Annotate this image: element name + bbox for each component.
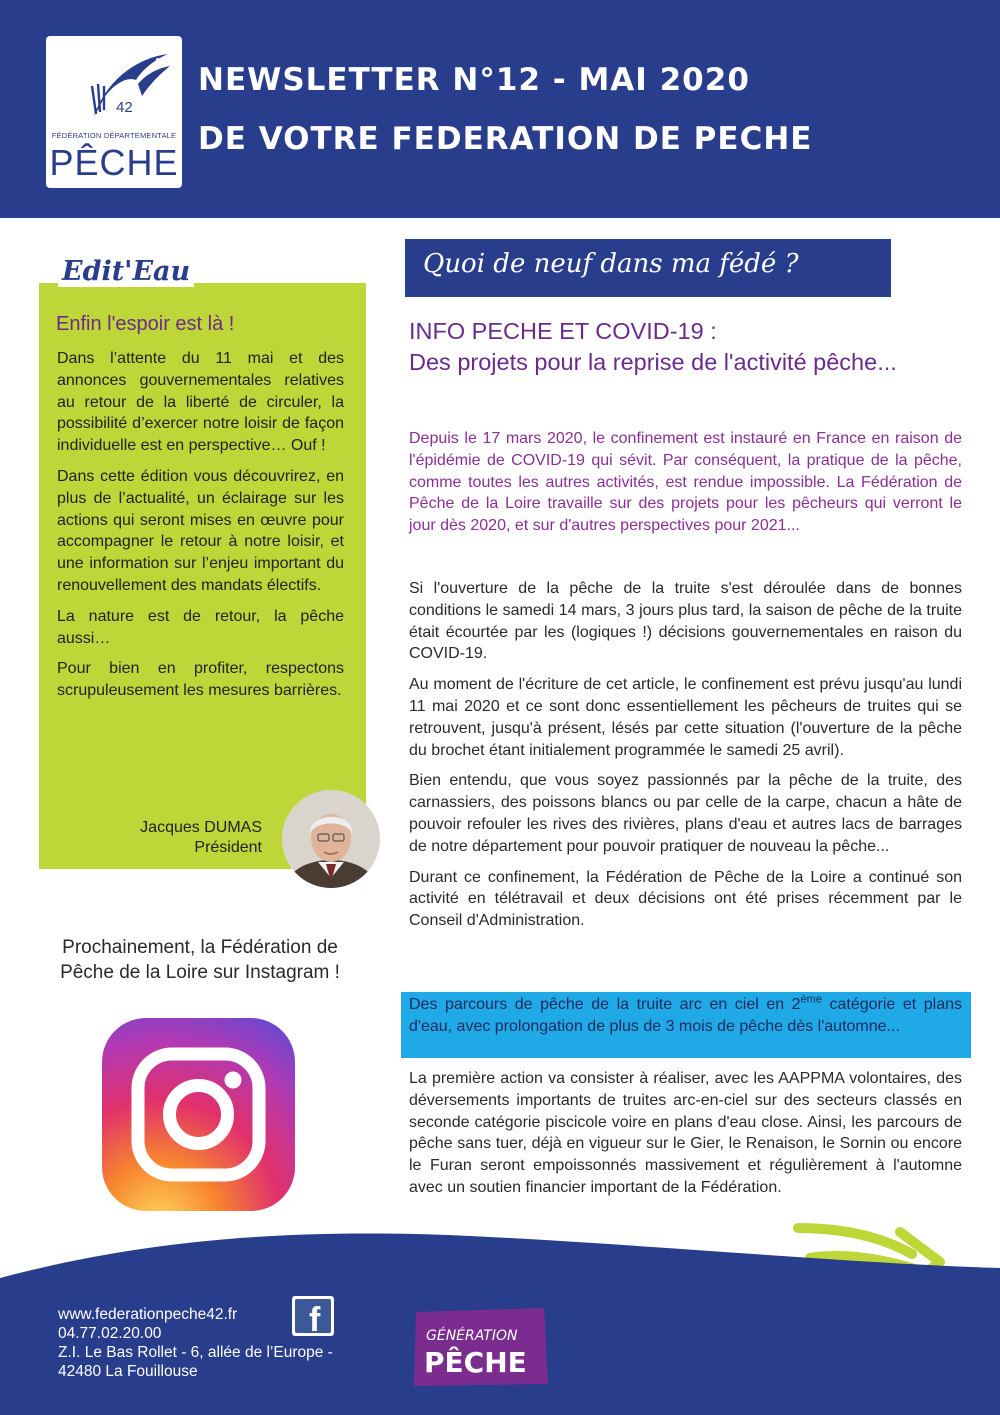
article-paragraph: Bien entendu, que vous soyez passionnés par la pêche de la truite, des carnassiers, des poissons blancs ou par celle de la carpe, chacun a hâte de pouvoir refouler les rives des rivières, plans d'eau et autres lacs de barrages de notre département pour pouvoir pratiquer de nouveau la pêche... [409, 772, 962, 855]
website-link[interactable]: www.federationpeche42.fr [58, 1306, 238, 1323]
signature-role: Président [194, 839, 262, 856]
article-paragraph: Si l'ouverture de la pêche de la truite s'est déroulée dans de bonnes conditions le samedi 14 mars, 3 jours plus tard, la saison de pêche de la truite était écourtée par les (logiques !) décisions gouvernementales en raison du COVID-19. [409, 580, 962, 663]
generation-peche-badge [412, 1306, 552, 1388]
editorial-subtitle: Enfin l'espoir est là ! [56, 313, 235, 335]
svg-text:GÉNÉRATION: GÉNÉRATION [426, 1328, 518, 1344]
article-paragraph: Au moment de l'écriture de cet article, le confinement est prévu jusqu'au lundi 11 mai 2020 et ce sont donc essentiellement les pêcheurs de truites qui se retrouvent, jusqu'à présent, lésés par cette situation (l'ouverture de la pêche du brochet étant initialement programmée le samedi 25 avril). [409, 676, 962, 759]
section-banner-title: Quoi de neuf dans ma fédé ? [423, 249, 799, 279]
address-line: 42480 La Fouillouse [58, 1363, 198, 1380]
article-title-line2: Des projets pour la reprise de l'activité pêche... [409, 349, 897, 375]
facebook-icon[interactable] [292, 1296, 334, 1336]
instagram-icon[interactable] [102, 1018, 295, 1211]
section-banner [405, 239, 891, 297]
article-title-line1: INFO PECHE ET COVID-19 : [409, 318, 717, 344]
instagram-announcement: Prochainement, la Fédération de Pêche de la Loire sur Instagram ! [60, 937, 340, 983]
fish-logo-icon [46, 36, 182, 136]
editorial-paragraph: Dans l’attente du 11 mai et des annonces gouvernementales relatives au retour de la liberté de circuler, la possibilité d’exercer notre loisir de façon individuelle est en perspective… Ouf ! [57, 350, 344, 455]
article-closing: La première action va consister à réaliser, avec les AAPPMA volontaires, des déversements importants de truites arc-en-ciel sur des secteurs classés en seconde catégorie piscicole voire en plans d'eau close. Ainsi, les parcours de pêche sans tuer, déjà en vigueur sur le Gier, le Renaison, le Sornin ou encore le Furan seront empoissonnés massivement et régulièrement à l'automne avec un soutien financier important de la Fédération. [409, 1070, 962, 1196]
portrait-image [282, 790, 380, 888]
address-line: Z.I. Le Bas Rollet - 6, allée de l’Europe - [58, 1344, 333, 1361]
editorial-heading: Edit'Eau [58, 256, 194, 287]
facebook-f-glyph: f [309, 1301, 321, 1333]
article-lead: Depuis le 17 mars 2020, le confinement est instauré en France en raison de l'épidémie de COVID-19 qui sévit. Par conséquent, la pratique de la pêche, comme toutes les autres activités, est rendue impossible. La Fédération de Pêche de la Loire travaille sur des projets pour les pêcheurs qui verront le jour dès 2020, et sur d'autres perspectives pour 2021... [409, 430, 962, 535]
editorial-paragraph: Dans cette édition vous découvrirez, en plus de l’actualité, un éclairage sur les actions qui seront mises en œuvre pour accompagner le retour à notre loisir, et une information sur l’enjeu important du renouvellement des mandats électifs. [57, 467, 344, 594]
highlight-text [409, 994, 962, 1038]
president-portrait [282, 790, 380, 888]
highlight-box [401, 992, 971, 1058]
newsletter-title: NEWSLETTER N°12 - MAI 2020 [198, 62, 750, 98]
facebook-icon-square [295, 1299, 331, 1333]
editorial-box [39, 283, 366, 869]
editorial-paragraph: La nature est de retour, la pêche aussi… [57, 607, 344, 647]
highlight-superscript: ème [800, 993, 822, 1006]
editorial-body [57, 348, 344, 711]
newsletter-subtitle: DE VOTRE FEDERATION DE PECHE [198, 121, 813, 157]
federation-logo[interactable] [46, 36, 182, 188]
signature-name: Jacques DUMAS [140, 819, 262, 836]
signature [140, 818, 262, 858]
svg-text:PÊCHE: PÊCHE [424, 1346, 527, 1379]
article-body [409, 578, 962, 941]
highlight-text-end: catégorie et plans d'eau, avec prolongation de plus de 3 mois de pêche dès l'automne... [409, 996, 962, 1035]
article-paragraph: Durant ce confinement, la Fédération de Pêche de la Loire a continué son activité en télétravail et deux décisions ont été prises récemment par le Conseil d'Administration. [409, 868, 962, 930]
editorial-paragraph: Pour bien en profiter, respectons scrupuleusement les mesures barrières. [57, 660, 344, 700]
highlight-text-start: Des parcours de pêche de la truite arc en ciel en 2 [409, 996, 801, 1013]
phone-number: 04.77.02.20.00 [58, 1325, 162, 1342]
header-bar [0, 0, 1000, 218]
article-title [409, 316, 969, 378]
logo-subtitle: FÉDÉRATION DÉPARTEMENTALE [51, 131, 177, 140]
svg-text:42: 42 [116, 99, 133, 116]
logo-title: PÊCHE [49, 142, 179, 183]
